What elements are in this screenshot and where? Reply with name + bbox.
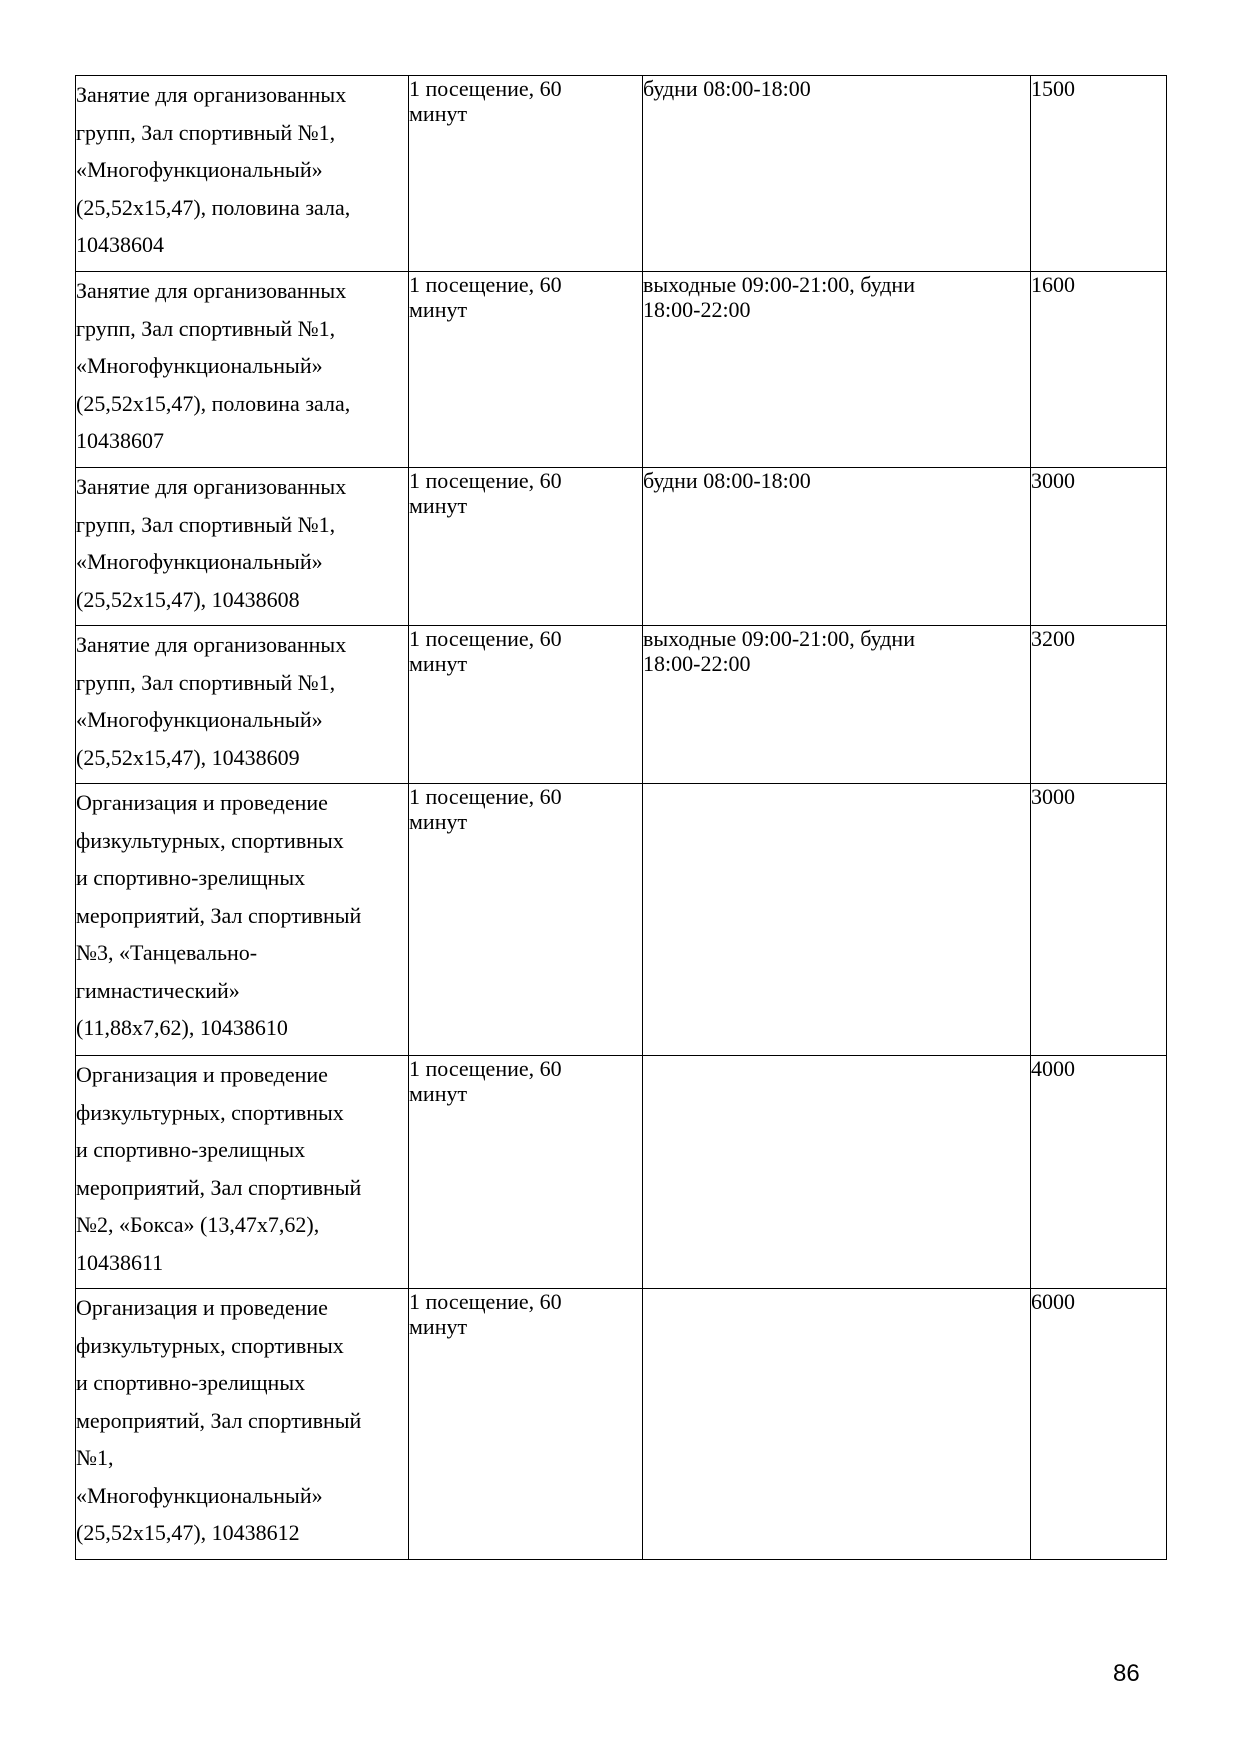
duration-cell: 1 посещение, 60 минут (409, 626, 643, 784)
duration-cell: 1 посещение, 60 минут (409, 1056, 643, 1289)
price-cell: 3000 (1031, 784, 1167, 1056)
price-cell: 1600 (1031, 272, 1167, 468)
time-cell (643, 784, 1031, 1056)
service-cell: Организация и проведение физкультурных, спортивных и спортивно-зрелищных мероприятий, Зал спортивный №2, «Бокса» (13,47x7,62), 10438611 (76, 1056, 409, 1289)
table-row (76, 784, 1167, 1056)
duration-cell: 1 посещение, 60 минут (409, 76, 643, 272)
time-cell: выходные 09:00-21:00, будни 18:00-22:00 (643, 626, 1031, 784)
price-cell: 3200 (1031, 626, 1167, 784)
service-cell: Занятие для организованных групп, Зал спортивный №1, «Многофункциональный» (25,52x15,47), 10438608 (76, 468, 409, 626)
service-cell: Занятие для организованных групп, Зал спортивный №1, «Многофункциональный» (25,52x15,47), половина зала, 10438607 (76, 272, 409, 468)
table-row (76, 76, 1167, 272)
page-number: 86 (1113, 1660, 1140, 1687)
duration-cell: 1 посещение, 60 минут (409, 272, 643, 468)
duration-cell: 1 посещение, 60 минут (409, 784, 643, 1056)
price-table (75, 75, 1167, 1560)
time-cell (643, 1056, 1031, 1289)
table-row (76, 1289, 1167, 1560)
time-cell (643, 1289, 1031, 1560)
duration-cell: 1 посещение, 60 минут (409, 1289, 643, 1560)
time-cell: будни 08:00-18:00 (643, 76, 1031, 272)
price-cell: 1500 (1031, 76, 1167, 272)
duration-cell: 1 посещение, 60 минут (409, 468, 643, 626)
time-cell: будни 08:00-18:00 (643, 468, 1031, 626)
table-row (76, 468, 1167, 626)
time-cell: выходные 09:00-21:00, будни 18:00-22:00 (643, 272, 1031, 468)
table-row (76, 626, 1167, 784)
service-cell: Занятие для организованных групп, Зал спортивный №1, «Многофункциональный» (25,52x15,47), половина зала, 10438604 (76, 76, 409, 272)
table-row (76, 272, 1167, 468)
price-cell: 4000 (1031, 1056, 1167, 1289)
price-cell: 6000 (1031, 1289, 1167, 1560)
service-cell: Организация и проведение физкультурных, спортивных и спортивно-зрелищных мероприятий, Зал спортивный №1, «Многофункциональный» (25,52x15,47), 10438612 (76, 1289, 409, 1560)
service-cell: Организация и проведение физкультурных, спортивных и спортивно-зрелищных мероприятий, Зал спортивный №3, «Танцевально- гимнастический» (11,88x7,62), 10438610 (76, 784, 409, 1056)
service-cell: Занятие для организованных групп, Зал спортивный №1, «Многофункциональный» (25,52x15,47), 10438609 (76, 626, 409, 784)
table-row (76, 1056, 1167, 1289)
price-cell: 3000 (1031, 468, 1167, 626)
